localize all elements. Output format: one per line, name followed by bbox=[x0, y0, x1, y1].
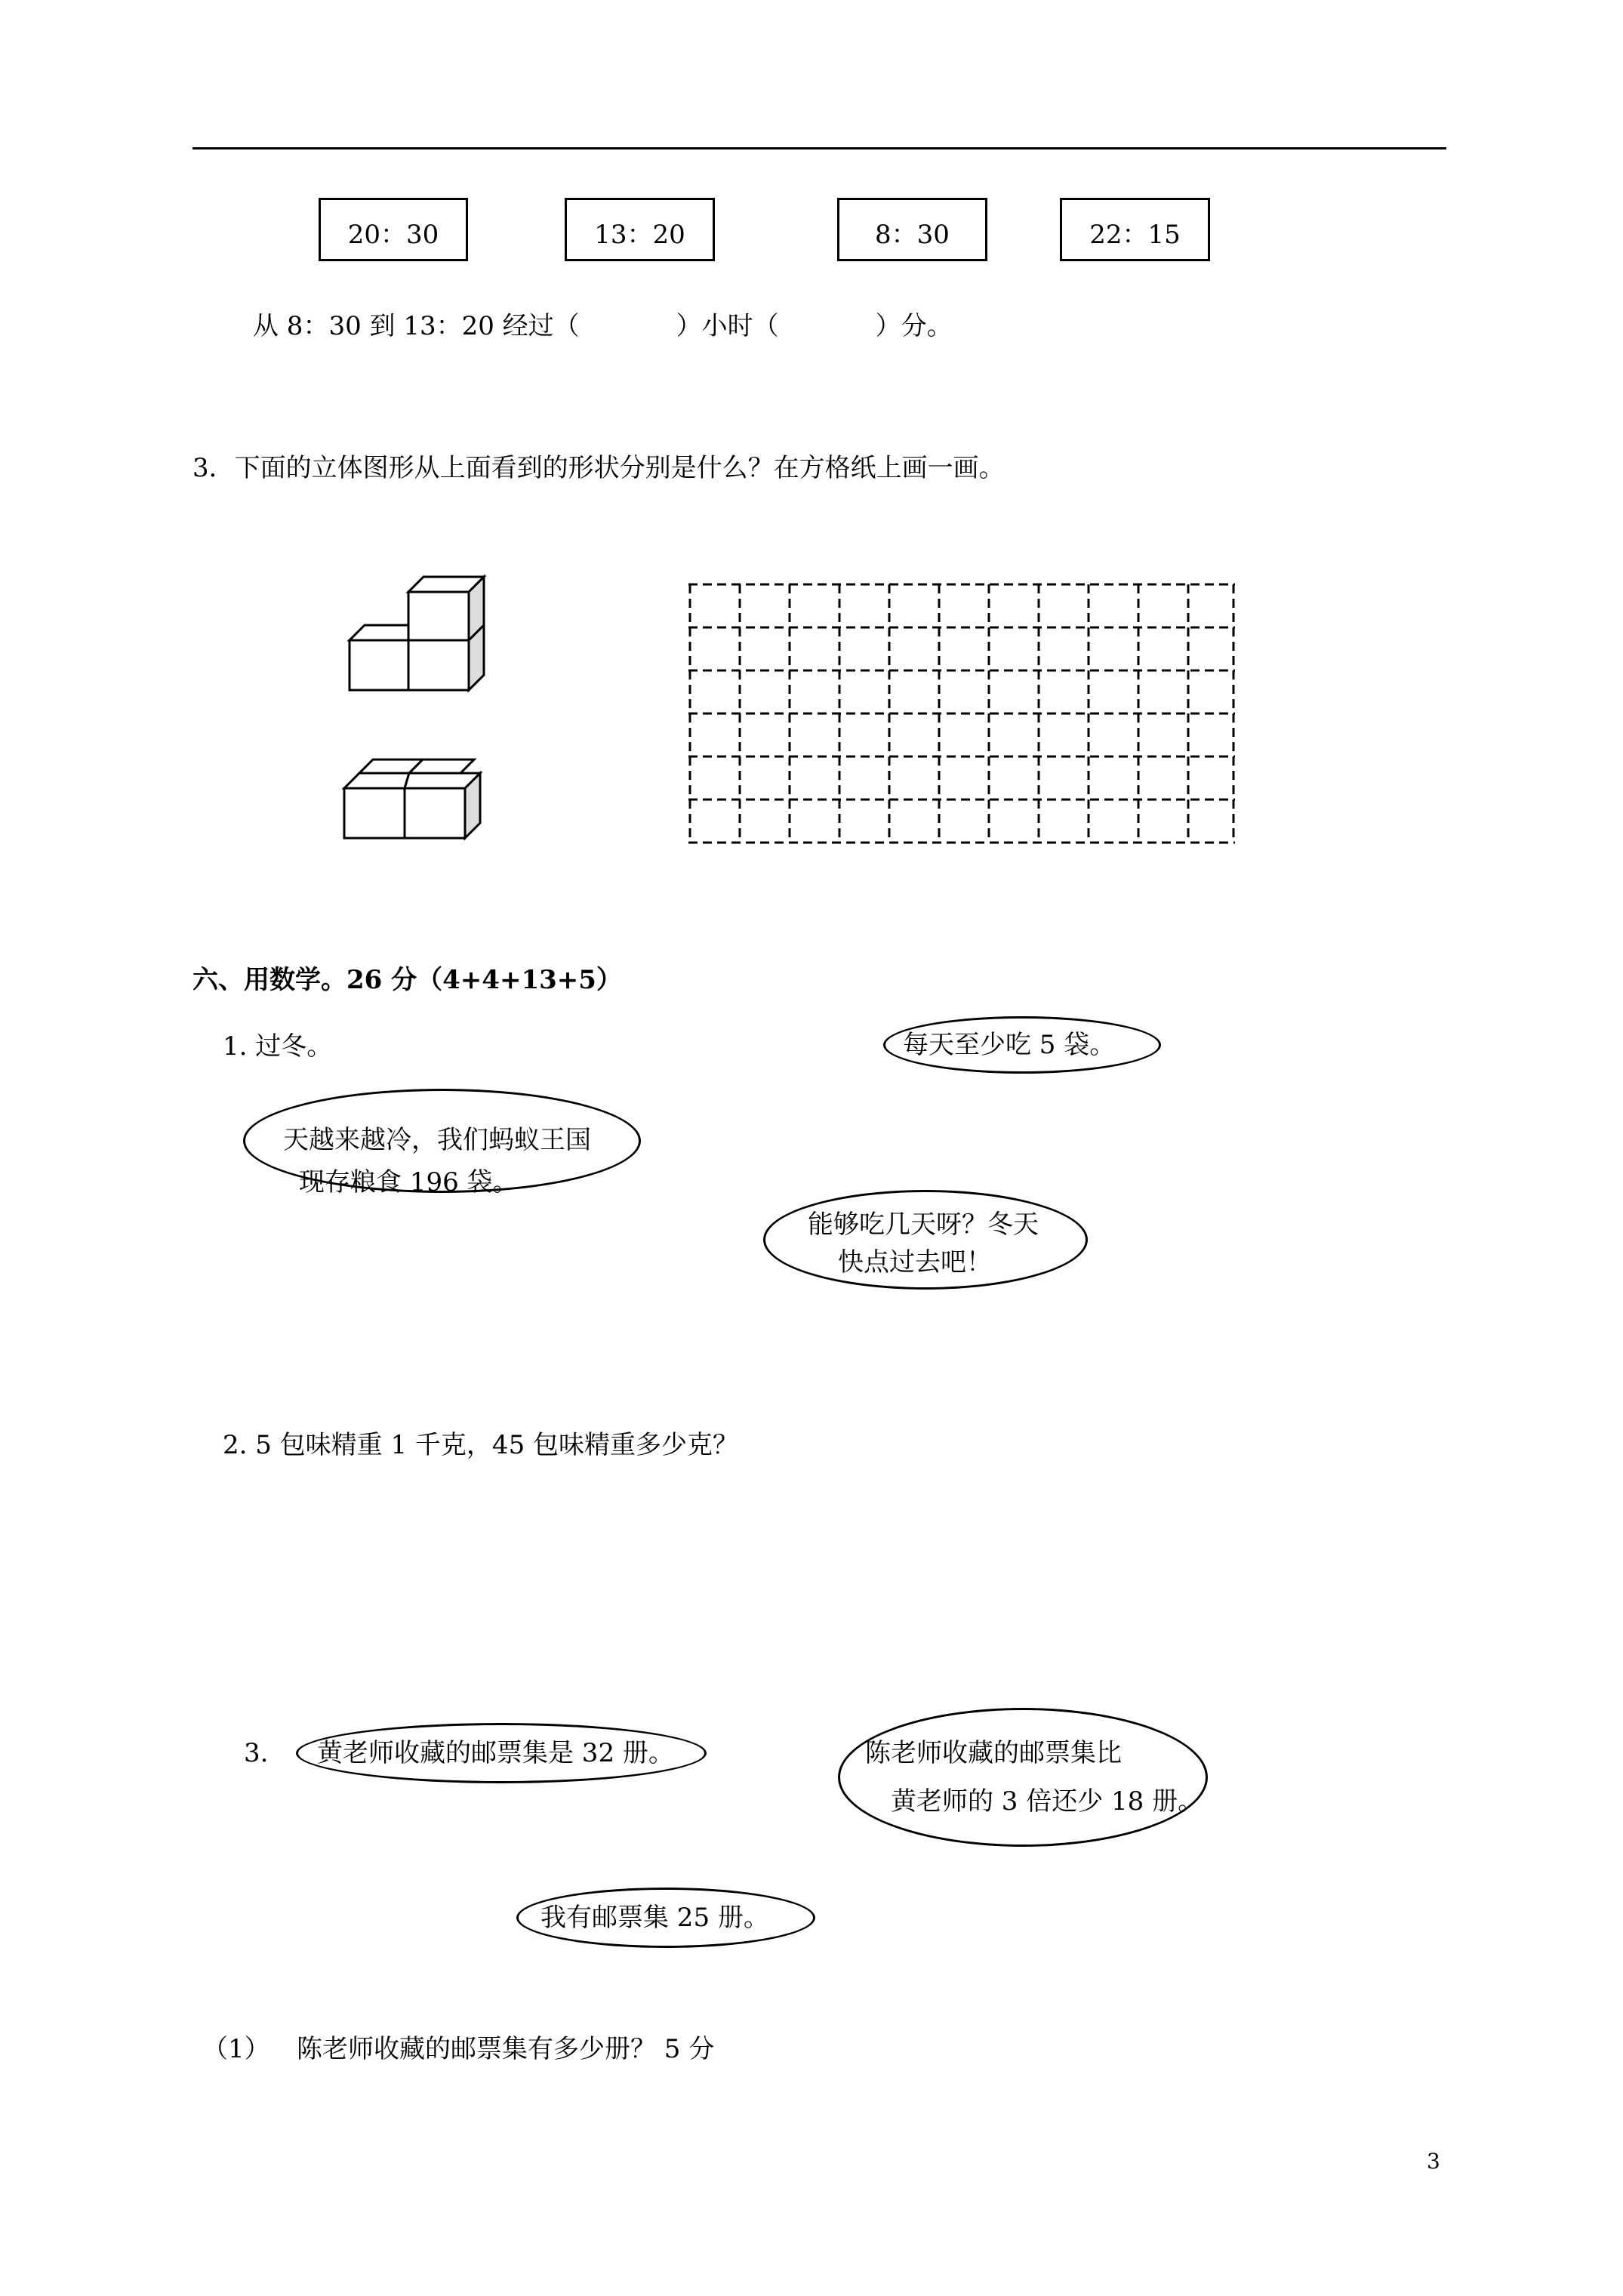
problem-2-text: 2. 5 包味精重 1 千克，45 包味精重多少克？ bbox=[223, 1430, 739, 1460]
time-box: 13：20 bbox=[565, 198, 715, 261]
bubble-winter-line1: 能够吃几天呀？冬天 bbox=[808, 1210, 1039, 1240]
bubble-chen-line2: 黄老师的 3 倍还少 18 册。 bbox=[891, 1786, 1204, 1817]
page-number: 3 bbox=[1427, 2149, 1440, 2174]
problem-3-label: 3. bbox=[244, 1738, 269, 1768]
question-3-title: 3．下面的立体图形从上面看到的形状分别是什么？在方格纸上画一画。 bbox=[192, 453, 1005, 483]
bubble-ant-line2: 现存粮食 196 袋。 bbox=[299, 1167, 519, 1197]
sub-question-1-text: 陈老师收藏的邮票集有多少册？ 5 分 bbox=[297, 2034, 715, 2064]
bubble-me-text: 我有邮票集 25 册。 bbox=[540, 1903, 769, 1933]
section-6-title: 六、用数学。26 分（4+4+13+5） bbox=[192, 965, 622, 995]
header-rule bbox=[192, 147, 1446, 149]
time-box: 8：30 bbox=[837, 198, 987, 261]
cube-figure-2 bbox=[340, 755, 491, 840]
bubble-winter-line2: 快点过去吧！ bbox=[838, 1247, 992, 1277]
question-suffix: ）分。 bbox=[875, 311, 953, 341]
cube-figure-1 bbox=[343, 574, 494, 695]
dashed-grid-paper bbox=[688, 581, 1236, 844]
bubble-daily-text: 每天至少吃 5 袋。 bbox=[903, 1030, 1116, 1060]
sub-question-1-label: （1） bbox=[202, 2034, 270, 2064]
speech-bubble-chen bbox=[838, 1708, 1208, 1847]
bubble-huang-text: 黄老师收藏的邮票集是 32 册。 bbox=[317, 1738, 674, 1768]
question-mid: ）小时（ bbox=[676, 311, 779, 341]
bubble-ant-line1: 天越来越冷，我们蚂蚁王国 bbox=[283, 1125, 591, 1155]
problem-1-label: 1. 过冬。 bbox=[223, 1031, 333, 1062]
elapsed-time-question bbox=[253, 311, 953, 341]
bubble-chen-line1: 陈老师收藏的邮票集比 bbox=[865, 1738, 1122, 1768]
time-box: 20：30 bbox=[319, 198, 468, 261]
question-prefix: 从 8：30 到 13：20 经过（ bbox=[253, 311, 580, 341]
time-box: 22：15 bbox=[1060, 198, 1210, 261]
